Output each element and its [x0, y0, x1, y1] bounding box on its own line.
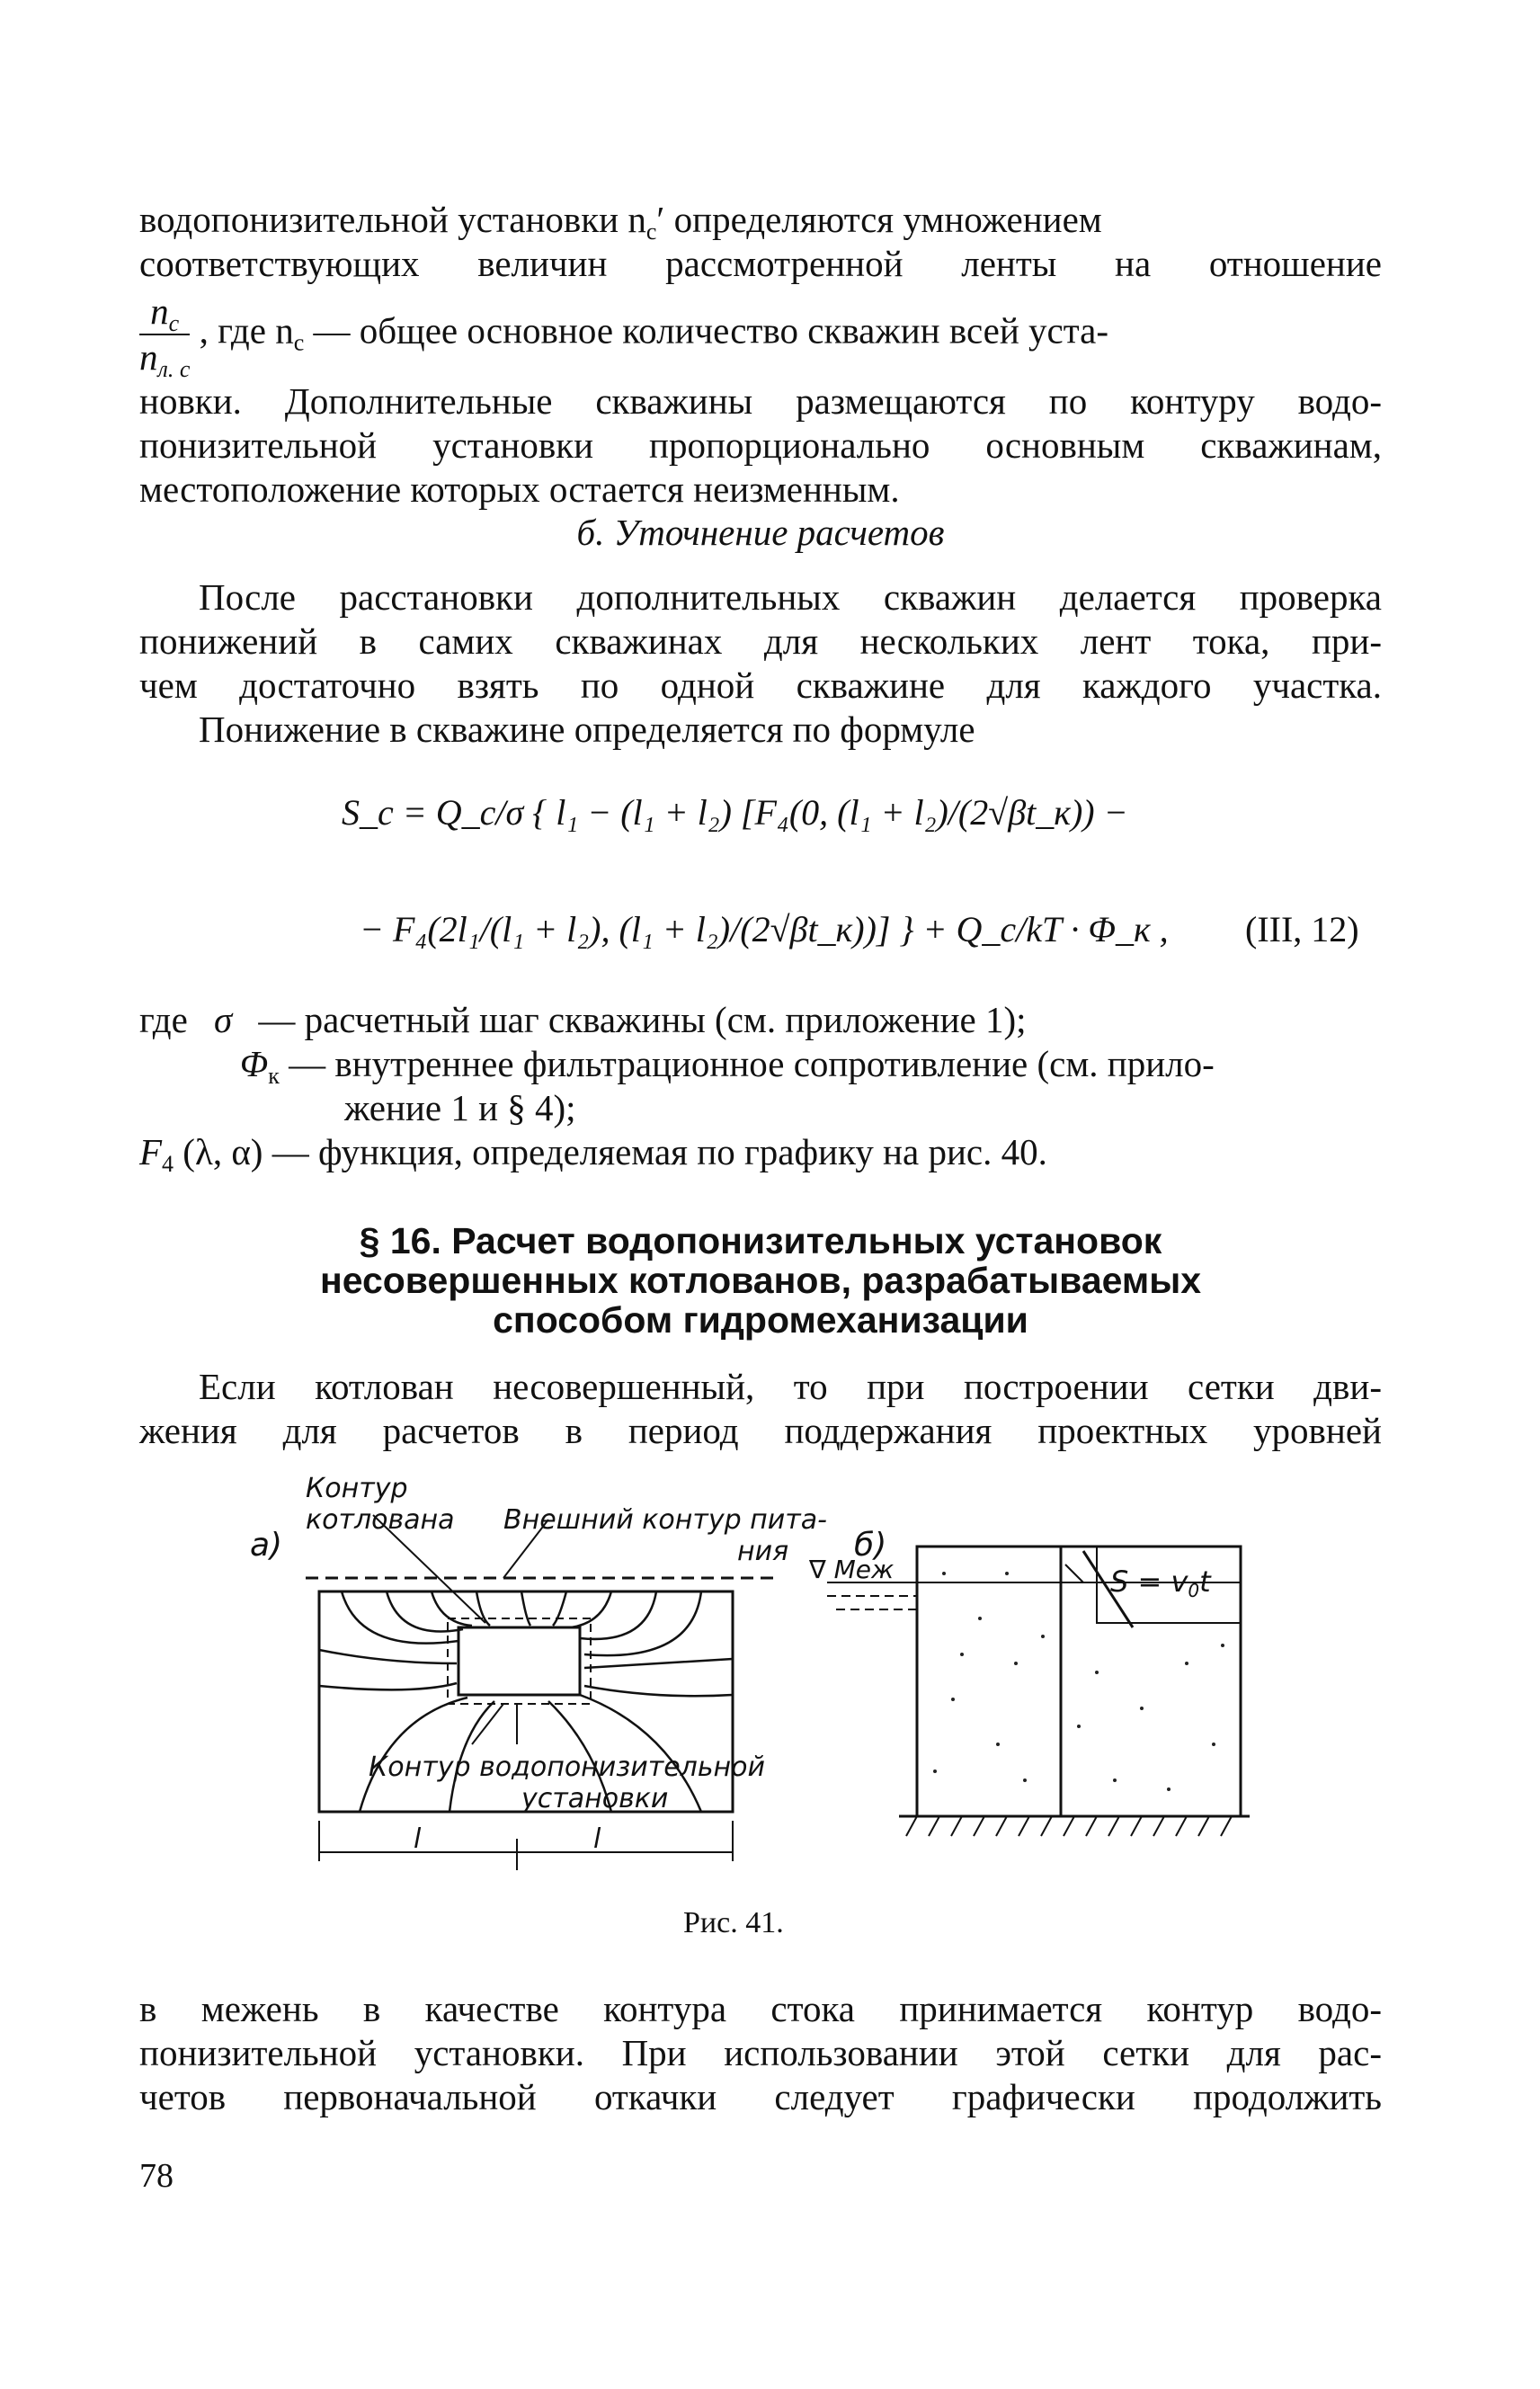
label-vneshniy-2: ния	[737, 1536, 789, 1567]
sigma-symbol: σ	[213, 999, 233, 1040]
section-heading-line-1: § 16. Расчет водопонизительных установок	[359, 1220, 1162, 1261]
paragraph-2	[139, 575, 1382, 752]
where-item1-text: — расчетный шаг скважины (см. приложение 1);	[258, 999, 1027, 1040]
frac-den: n	[139, 336, 158, 378]
p1-line1-rest: ′ определяются умножением	[656, 199, 1102, 240]
where-label: где	[139, 999, 188, 1040]
figure-caption: Рис. 41.	[683, 1906, 784, 1939]
paragraph-3	[139, 1365, 1382, 1453]
p3-line-2: жения для расчетов в период поддержания проектных уровней	[139, 1410, 1382, 1451]
label-a: а)	[250, 1527, 283, 1564]
ratio-fraction	[139, 290, 191, 382]
ground-hatch	[906, 1816, 1232, 1836]
page-number: 78	[139, 2157, 174, 2195]
p1-line3-text: , где n	[199, 309, 294, 352]
p1-line-2: соответствующих величин рассмотренной ленты на отношение	[139, 243, 1382, 284]
p1-line-3	[139, 290, 1382, 382]
phi-symbol: Φ	[240, 1043, 269, 1084]
p2-line-2: понижений в самих скважинах для нескольких лент тока, при-	[139, 620, 1382, 662]
p1-line-5: понизительной установки пропорционально основным скважинам,	[139, 424, 1382, 466]
frac-num-sub: с	[168, 310, 180, 336]
p1-line1-text: водопонизительной установки n	[139, 199, 646, 240]
p2-line-3: чем достаточно взять по одной скважине для каждого участка.	[139, 664, 1382, 706]
equation-number: (III, 12)	[1245, 909, 1359, 949]
label-kontur-2: котлована	[306, 1504, 455, 1536]
p4-line-1: в межень в качестве контура стока принимается контур водо-	[139, 1988, 1382, 2029]
formula-line-1: S_c = Q_c/σ { l₁ − (l₁ + l₂) [F₄(0, (l₁ + l₂)/(2√βt_к)) −	[342, 792, 1128, 833]
section-heading-line-2: несовершенных котлованов, разрабатываемых	[319, 1260, 1202, 1301]
where-item-2	[139, 1042, 1382, 1089]
f4-sub: 4	[162, 1151, 174, 1177]
subheading: б. Уточнение расчетов	[576, 512, 945, 553]
paragraph-1	[139, 198, 1382, 512]
figure-41	[234, 1475, 1268, 1897]
p1-line-6: местоположение которых остается неизменным.	[139, 468, 900, 510]
p1-line-1	[139, 198, 1382, 245]
where-item-1	[139, 998, 1382, 1042]
p1-line3-sub: с	[293, 329, 305, 356]
phi-sub: к	[268, 1063, 280, 1089]
pit-contour	[458, 1627, 580, 1695]
p1-line1-sub: с	[645, 218, 657, 245]
frac-num: n	[150, 290, 169, 332]
p3-line-1: Если котлован несовершенный, то при построении сетки дви-	[199, 1366, 1382, 1407]
section-heading	[139, 1221, 1382, 1340]
where-block	[139, 998, 1382, 1177]
label-b: б)	[854, 1527, 887, 1564]
wellpoint-contour	[448, 1618, 591, 1704]
label-kontur-1: Контур	[306, 1475, 408, 1504]
label-vneshniy-1: Внешний контур пита-	[503, 1504, 827, 1536]
section-heading-line-3: способом гидромеханизации	[493, 1299, 1028, 1341]
p2-line-1: После расстановки дополнительных скважин делается проверка	[199, 576, 1382, 618]
soil-dots	[933, 1572, 1224, 1791]
label-mezh: ∇ Меж	[809, 1555, 895, 1584]
frac-den-sub: л. с	[157, 356, 191, 382]
label-dim-l-right: l	[593, 1823, 601, 1855]
label-s-formula: S = v0t	[1110, 1564, 1211, 1601]
paragraph-4	[139, 1987, 1382, 2119]
p4-line-3: четов первоначальной откачки следует графически продолжить	[139, 2076, 1382, 2117]
p2-line-4: Понижение в скважине определяется по формуле	[199, 709, 975, 750]
where-item-2b: жение 1 и § 4);	[344, 1087, 576, 1128]
f4-args: (λ, α)	[182, 1131, 263, 1172]
p4-line-2: понизительной установки. При использовании этой сетки для рас-	[139, 2032, 1382, 2073]
label-dim-l-left: l	[414, 1823, 422, 1855]
p1-line-4: новки. Дополнительные скважины размещаются по контуру водо-	[139, 380, 1382, 422]
formula-line-2: − F₄(2l₁/(l₁ + l₂), (l₁ + l₂)/(2√βt_к))] } + Q_c/kT · Φ_к ,	[360, 909, 1169, 949]
f4-symbol: F	[139, 1131, 163, 1172]
label-kontur-ust-1: Контур водопонизительной	[369, 1752, 765, 1783]
label-kontur-ust-2: установки	[521, 1783, 669, 1814]
where-item3-text: — функция, определяемая по графику на рис. 40.	[272, 1131, 1047, 1172]
p1-line3-rest: — общее основное количество скважин всей уста-	[313, 309, 1109, 352]
where-item-3	[139, 1130, 1382, 1177]
where-item2-a: — внутреннее фильтрационное сопротивление (см. прило-	[289, 1043, 1215, 1084]
